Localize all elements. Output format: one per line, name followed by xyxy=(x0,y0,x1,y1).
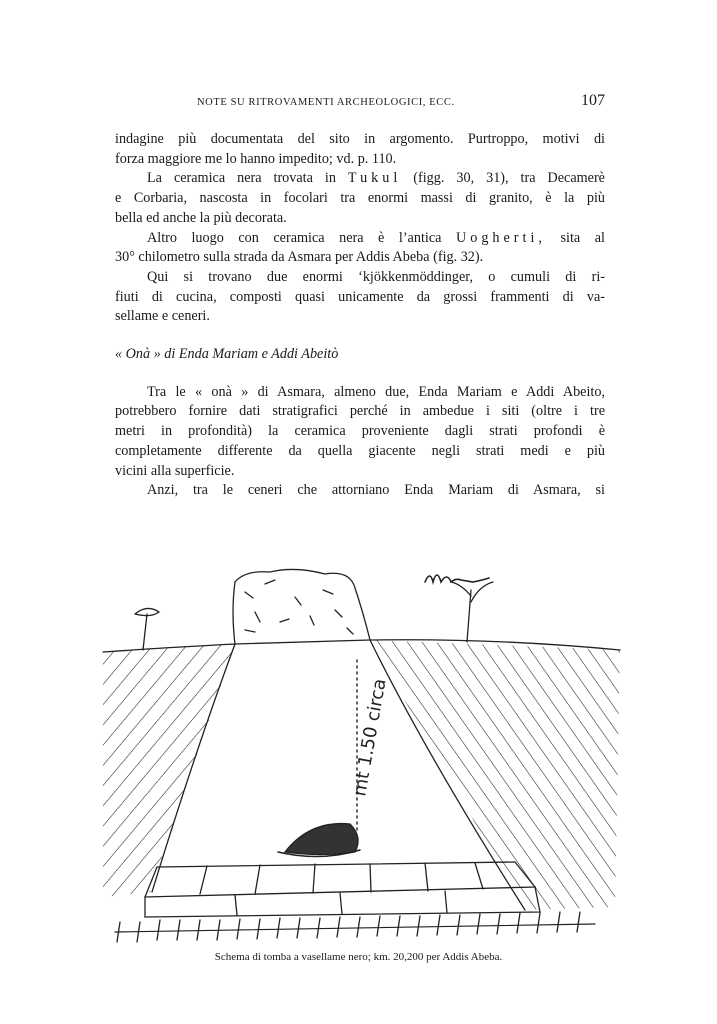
place-name-uogherti: Uogherti, xyxy=(455,229,546,246)
text-line: forza maggiore me lo hanno impedito; vd. p. 110. xyxy=(115,150,397,167)
text-line: vicini alla superficie. xyxy=(115,462,235,479)
text-line: indagine più documentata del sito in argomento. Purtroppo, motivi di xyxy=(115,131,605,147)
text-line: Qui si trovano due enormi ‘kjökkenmöddinger, o cumuli di ri- xyxy=(147,268,605,285)
page-number: 107 xyxy=(581,92,605,109)
text-line: sellame e ceneri. xyxy=(115,308,210,325)
text-line: e Corbaria, nascosta in focolari tra enormi massi di granito, è la più xyxy=(115,190,605,207)
text-line: potrebbero fornire dati stratigrafici perché in ambedue i siti (oltre i tre xyxy=(115,403,605,420)
page-header xyxy=(115,92,605,114)
text-line: bella ed anche la più decorata. xyxy=(115,209,287,226)
text-line: 30° chilometro sulla strada da Asmara per Addis Abeba (fig. 32). xyxy=(115,249,484,266)
text-line: Anzi, tra le ceneri che attorniano Enda Mariam di Asmara, si xyxy=(147,482,605,499)
running-title: NOTE SU RITROVAMENTI ARCHEOLOGICI, ECC. xyxy=(197,97,455,108)
place-name-tukul: Tukul xyxy=(347,170,402,187)
text-line: fiuti di cucina, composti quasi unicamente da grossi frammenti di va- xyxy=(115,288,605,305)
text-line: Tra le « onà » di Asmara, almeno due, Enda Mariam e Addi Abeito, xyxy=(147,383,605,400)
body-text xyxy=(115,130,605,501)
figure-caption: Schema di tomba a vasellame nero; km. 20,200 per Addis Abeba. xyxy=(214,951,503,963)
text-line: metri in profondità) la ceramica proveniente dagli strati profondi è xyxy=(115,423,605,440)
text-line: completamente differente da quella giacente negli strati medi e più xyxy=(115,442,605,459)
tomb-sketch xyxy=(95,552,635,952)
text-line: Altro luogo con ceramica nera è l’antica Uogherti, sita al xyxy=(147,229,605,246)
text-line: La ceramica nera trovata in Tukul (figg. 30, 31), tra Decamerè xyxy=(147,170,605,187)
depth-label: mt 1.50 circa xyxy=(349,677,391,798)
section-title: « Onà » di Enda Mariam e Addi Abeitò xyxy=(115,346,339,363)
